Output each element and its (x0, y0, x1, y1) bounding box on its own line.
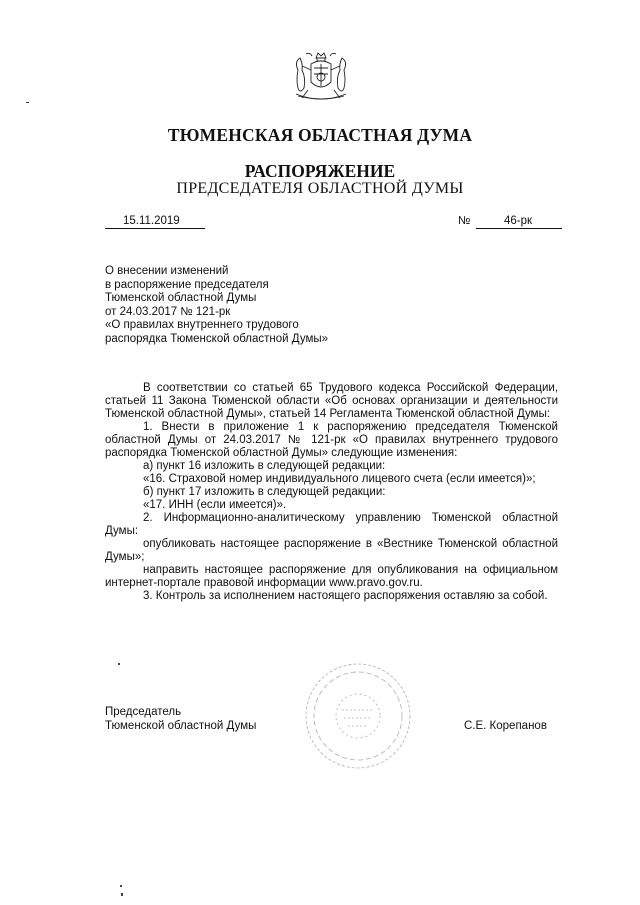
document-type: РАСПОРЯЖЕНИЕ (244, 161, 396, 181)
signer-title-line: Председатель (105, 706, 182, 718)
document-number: 46-рк (504, 215, 533, 227)
number-sign: № (458, 215, 471, 227)
body-paragraph: опубликовать настоящее распоряжение в «Вестнике Тюменской областной Думы»; (105, 538, 558, 563)
document-body (105, 382, 558, 603)
body-paragraph: «16. Страховой номер индивидуального лицевого счета (если имеется)»; (143, 473, 536, 485)
body-paragraph: В соответствии со статьей 65 Трудового кодекса Российской Федерации, статьей 11 Закона Тюменской области «Об основах организации и деятельности Тюменской областной Думы», статьей 14 Регламента Тюменской областной Думы: (105, 382, 558, 420)
coat-of-arms-icon (288, 48, 354, 106)
body-paragraph: «17. ИНН (если имеется)». (143, 499, 287, 511)
signer-title-line: Тюменской областной Думы (105, 719, 257, 732)
body-paragraph: 1. Внести в приложение 1 к распоряжению председателя Тюменской областной Думы от 24.03.2017 № 121-рк «О правилах внутреннего трудового распорядка Тюменской областной Думы» следующие изменения: (105, 421, 558, 459)
document-subtype: ПРЕДСЕДАТЕЛЯ ОБЛАСТНОЙ ДУМЫ (176, 180, 464, 197)
document-subject (105, 265, 405, 346)
body-paragraph: 3. Контроль за исполнением настоящего распоряжения оставляю за собой. (143, 590, 548, 602)
document-date-field (105, 214, 205, 229)
subject-line: в распоряжение председателя (105, 278, 269, 291)
organization-title: ТЮМЕНСКАЯ ОБЛАСТНАЯ ДУМА (167, 125, 473, 145)
body-paragraph: 2. Информационно-аналитическому управлению Тюменской областной Думы: (105, 512, 558, 537)
subject-line: Тюменской областной Думы (105, 292, 257, 304)
subject-line: распорядка Тюменской областной Думы» (105, 332, 329, 345)
signer-title (105, 706, 256, 733)
signer-name: С.Е. Корепанов (464, 720, 547, 732)
subject-line: О внесении изменений (105, 265, 229, 277)
body-paragraph: б) пункт 17 изложить в следующей редакции: (143, 486, 386, 498)
body-paragraph: а) пункт 16 изложить в следующей редакции: (143, 460, 386, 472)
body-paragraph: направить настоящее распоряжение для опубликования на официальном интернет-портале правовой информации www.pravo.gov.ru. (105, 564, 558, 589)
document-date: 15.11.2019 (123, 215, 180, 227)
subject-line: от 24.03.2017 № 121-рк (105, 305, 231, 318)
document-number-field (476, 214, 562, 229)
round-seal-stamp-icon (302, 660, 414, 772)
subject-line: «О правилах внутреннего трудового (105, 319, 299, 331)
